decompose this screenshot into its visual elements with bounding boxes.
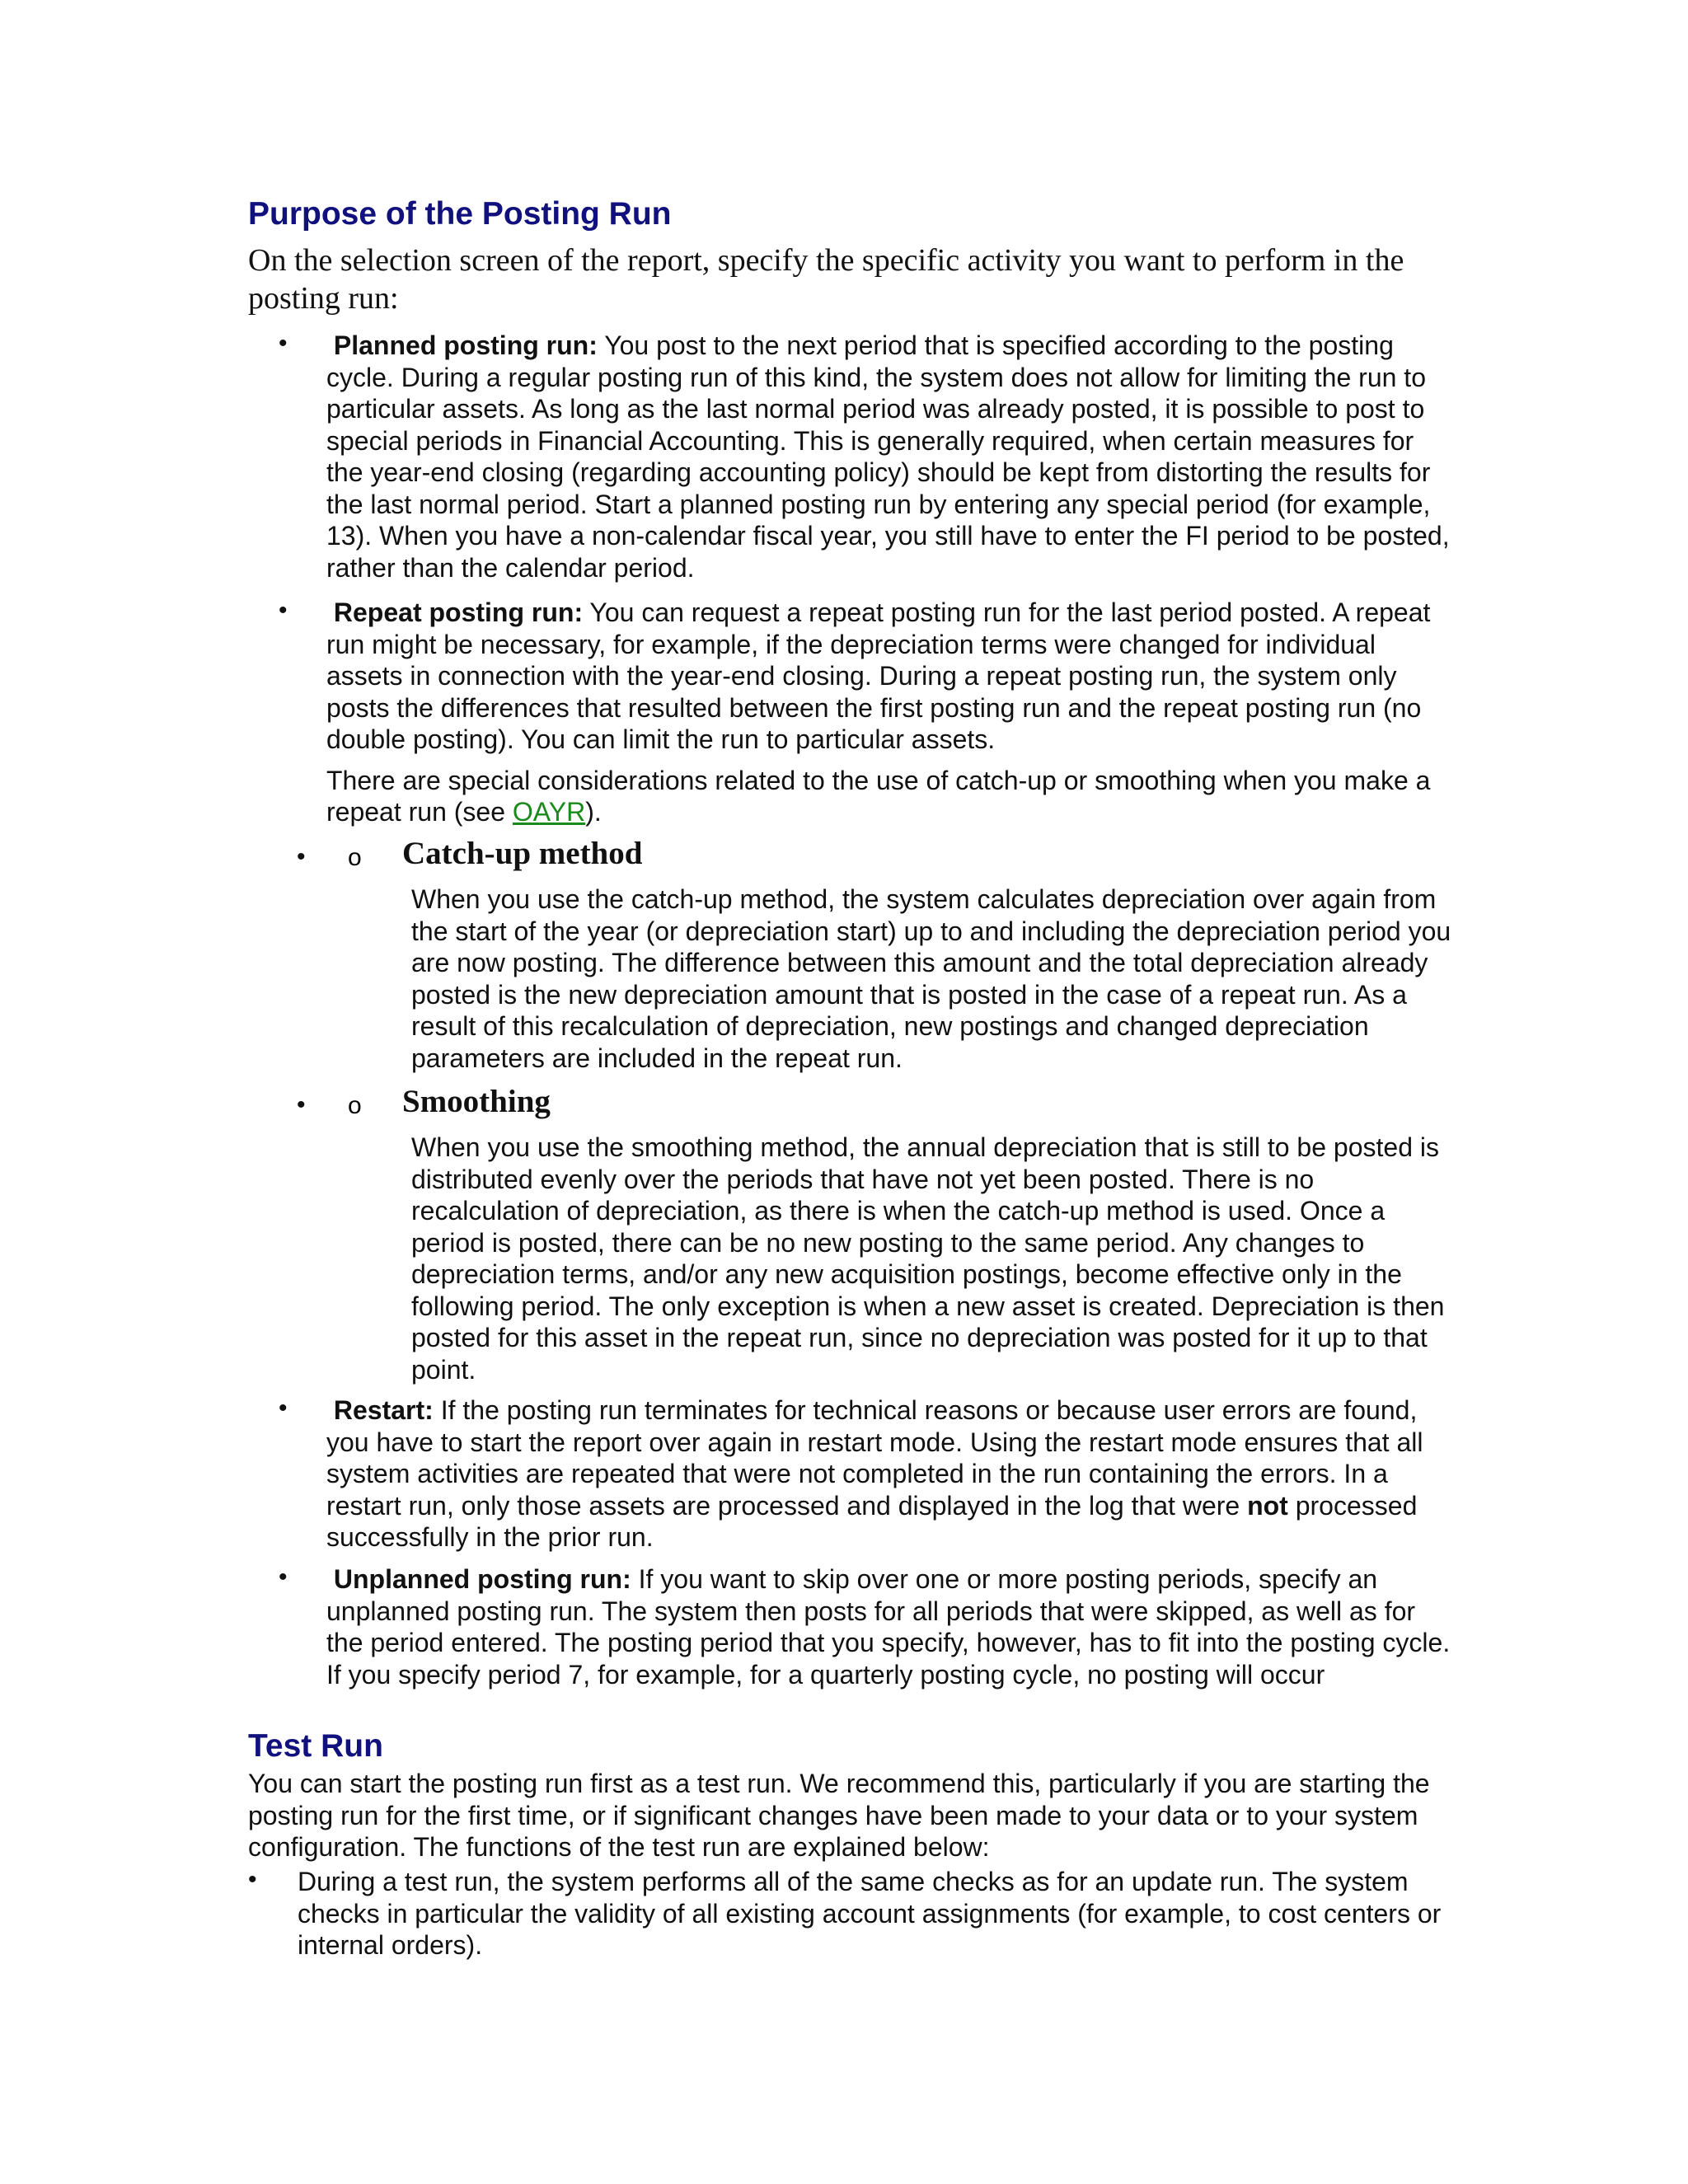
smoothing-title: Smoothing <box>402 1084 551 1119</box>
sub-bullet-marker: o <box>348 844 362 871</box>
bullet-marker: • <box>297 843 306 870</box>
repeat-text: You can request a repeat posting run for the last period posted. A repeat run might be necessary, for example, if the depreciation terms were changed for individual assets in connection with the year-end closing. During a repeat posting run, the system only posts the differences that resulted between the first posting run and the repeat posting run (no double posting). You can limit the run to particular assets. <box>326 598 1431 754</box>
catchup-text-block <box>411 883 1451 1074</box>
restart-text-bold: not <box>1247 1490 1288 1521</box>
section-title-test-run: Test Run <box>248 1728 383 1764</box>
planned-label: Planned posting run: <box>333 330 598 360</box>
repeat-note-before: There are special considerations related to the use of catch-up or smoothing when you make a repeat run (see <box>326 765 1431 827</box>
section-title-purpose: Purpose of the Posting Run <box>248 196 672 232</box>
smoothing-text-block <box>411 1132 1451 1385</box>
test-run-item-text: During a test run, the system performs all of the same checks as for an update run. The system checks in particular the validity of all existing account assignments (for example, to cost centers or internal orders). <box>298 1867 1442 1960</box>
repeat-label: Repeat posting run: <box>333 598 584 627</box>
sub-bullet-marker: o <box>348 1092 362 1119</box>
planned-text: You post to the next period that is specified according to the posting cycle. During a regular posting run of this kind, the system does not allow for limiting the run to particular assets. As long as the last normal period was already posted, it is possible to post to special periods in Financial Accounting. This is generally required, when certain measures for the year-end closing (regarding accounting policy) should be kept from distorting the results for the last normal period. Start a planned posting run by entering any special period (for example, 13). When you have a non-calendar fiscal year, you still have to enter the FI period to be posted, rather than the calendar period. <box>326 330 1450 583</box>
bullet-marker: • <box>279 597 288 624</box>
restart-text-after: processed successfully in the prior run. <box>326 1490 1418 1552</box>
list-item-unplanned <box>326 1563 1451 1690</box>
bullet-marker: • <box>279 1563 288 1591</box>
bullet-marker: • <box>279 330 288 357</box>
oayr-link[interactable]: OAYR <box>512 797 586 827</box>
list-item-planned <box>326 330 1451 583</box>
unplanned-label: Unplanned posting run: <box>333 1564 631 1594</box>
test-run-intro: You can start the posting run first as a test run. We recommend this, particularly if you are starting the posting run for the first time, or if significant changes have been made to your data or to your system configuration. The functions of the test run are explained below: <box>248 1769 1430 1862</box>
bullet-marker: • <box>248 1866 257 1893</box>
catchup-text: When you use the catch-up method, the system calculates depreciation over again from the start of the year (or depreciation start) up to and including the depreciation period you are now posting. The difference between this amount and the total depreciation already posted is the new depreciation amount that is posted in the case of a repeat run. As a result of this recalculation of depreciation, new postings and changed depreciation parameters are included in the repeat run. <box>411 884 1451 1073</box>
intro-paragraph: On the selection screen of the report, specify the specific activity you want to perform in the posting run: <box>248 243 1404 316</box>
bullet-marker: • <box>279 1394 288 1422</box>
catchup-title: Catch-up method <box>402 836 643 871</box>
repeat-note-after: ). <box>585 797 602 827</box>
test-run-intro-block <box>248 1768 1451 1863</box>
unplanned-text: If you want to skip over one or more posting periods, specify an unplanned posting run. The system then posts for all periods that were skipped, as well as for the period entered. The posting period that you specify, however, has to fit into the posting cycle. If you specify period 7, for example, for a quarterly posting cycle, no posting will occur <box>326 1564 1451 1690</box>
list-item-restart <box>326 1394 1451 1554</box>
list-item-repeat <box>326 597 1451 828</box>
restart-text-before: If the posting run terminates for technical reasons or because user errors are found, you have to start the report over again in restart mode. Using the restart mode ensures that all system activities are repeated that were not completed in the run containing the errors. In a restart run, only those assets are processed and displayed in the log that were <box>326 1395 1423 1521</box>
restart-label: Restart: <box>333 1395 434 1425</box>
smoothing-text: When you use the smoothing method, the annual depreciation that is still to be posted is distributed evenly over the periods that have not yet been posted. There is no recalculation of depreciation, as there is when the catch-up method is used. Once a period is posted, there can be no new posting to the same period. Any changes to depreciation terms, and/or any new acquisition postings, become effective only in the following period. The only exception is when a new asset is created. Depreciation is then posted for this asset in the repeat run, since no depreciation was posted for it up to that point. <box>411 1132 1445 1385</box>
list-item-test-run <box>298 1866 1451 1961</box>
bullet-marker: • <box>297 1091 306 1118</box>
